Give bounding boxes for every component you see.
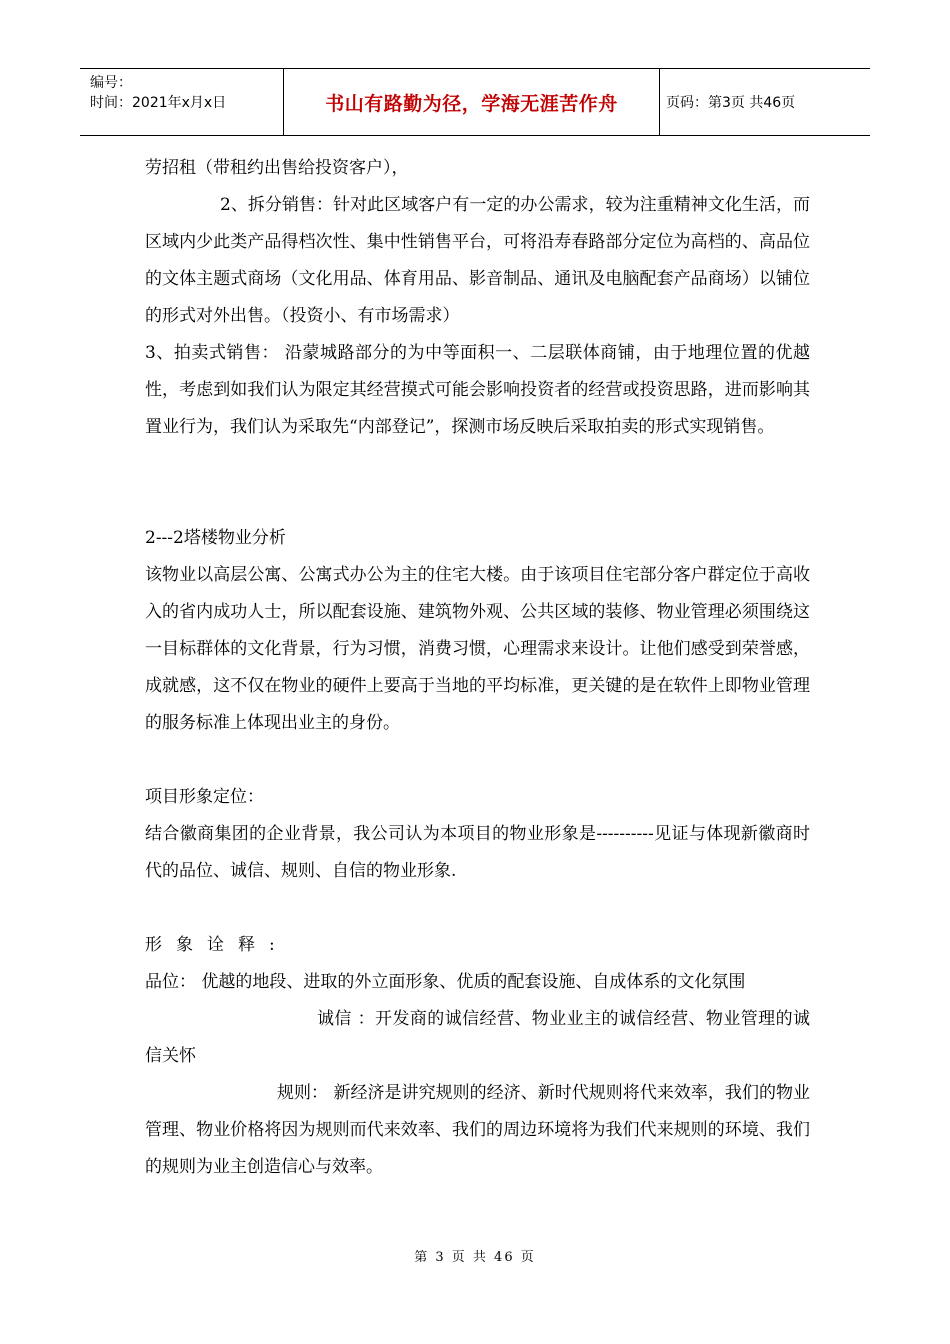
document-header bbox=[80, 68, 870, 136]
interpretation-title: 形象诠释: bbox=[145, 935, 289, 955]
document-body bbox=[145, 150, 810, 1186]
paragraph-3: 3、拍卖式销售： 沿蒙城路部分的为中等面积一、二层联体商铺，由于地理位置的优越性，考虑到如我们认为限定其经营摸式可能会影响投资者的经营或投资思路，进而影响其置业行为，我们认为采取先“内部登记”，探测市场反映后采取拍卖的形式实现销售。 bbox=[145, 343, 810, 437]
code-label: 编号： bbox=[90, 75, 132, 91]
paragraph-5: 结合徽商集团的企业背景，我公司认为本项目的物业形象是----------见证与体现新徽商时代的品位、诚信、规则、自信的物业形象. bbox=[145, 824, 810, 881]
date-label: 时间：2021年x月x日 bbox=[90, 95, 227, 111]
section-heading: 2---2塔楼物业分析 bbox=[145, 528, 286, 548]
header-meta bbox=[80, 69, 284, 135]
header-page-label: 页码：第3页 共46页 bbox=[666, 95, 796, 111]
paragraph-4: 该物业以高层公寓、公寓式办公为主的住宅大楼。由于该项目住宅部分客户群定位于高收入的省内成功人士，所以配套设施、建筑物外观、公共区域的装修、物业管理必须围绕这一目标群体的文化背景，行为习惯，消费习惯，心理需求来设计。让他们感受到荣誉感，成就感，这不仅在物业的硬件上要高于当地的平均标准，更关键的是在软件上即物业管理的服务标准上体现出业主的身份。 bbox=[145, 565, 810, 733]
paragraph-quality: 品位： 优越的地段、进取的外立面形象、优质的配套设施、自成体系的文化氛围 bbox=[145, 972, 746, 992]
paragraph-rules: 规则： 新经济是讲究规则的经济、新时代规则将代来效率，我们的物业管理、物业价格将因为规则而代来效率、我们的周边环境将为我们代来规则的环境、我们的规则为业主创造信心与效率。 bbox=[145, 1083, 810, 1177]
paragraph-2-text: 2、拆分销售：针对此区域客户有一定的办公需求，较为注重精神文化生活，而区域内少此类产品得档次性、集中性销售平台，可将沿寿春路部分定位为高档的、高品位的文体主题式商场（文化用品、体育用品、影音制品、通讯及电脑配套产品商场）以铺位的形式对外出售。（投资小、有市场需求） bbox=[145, 195, 810, 326]
image-title: 项目形象定位： bbox=[145, 787, 264, 807]
header-motto: 书山有路勤为径，学海无涯苦作舟 bbox=[284, 69, 660, 135]
paragraph-1: 劳招租（带租约出售给投资客户）， bbox=[145, 158, 409, 178]
paragraph-2 bbox=[145, 187, 810, 335]
paragraph-integrity: 诚信 ：开发商的诚信经营、物业业主的诚信经营、物业管理的诚信关怀 bbox=[145, 1009, 810, 1066]
page-footer: 第 3 页 共 46 页 bbox=[414, 1250, 536, 1265]
